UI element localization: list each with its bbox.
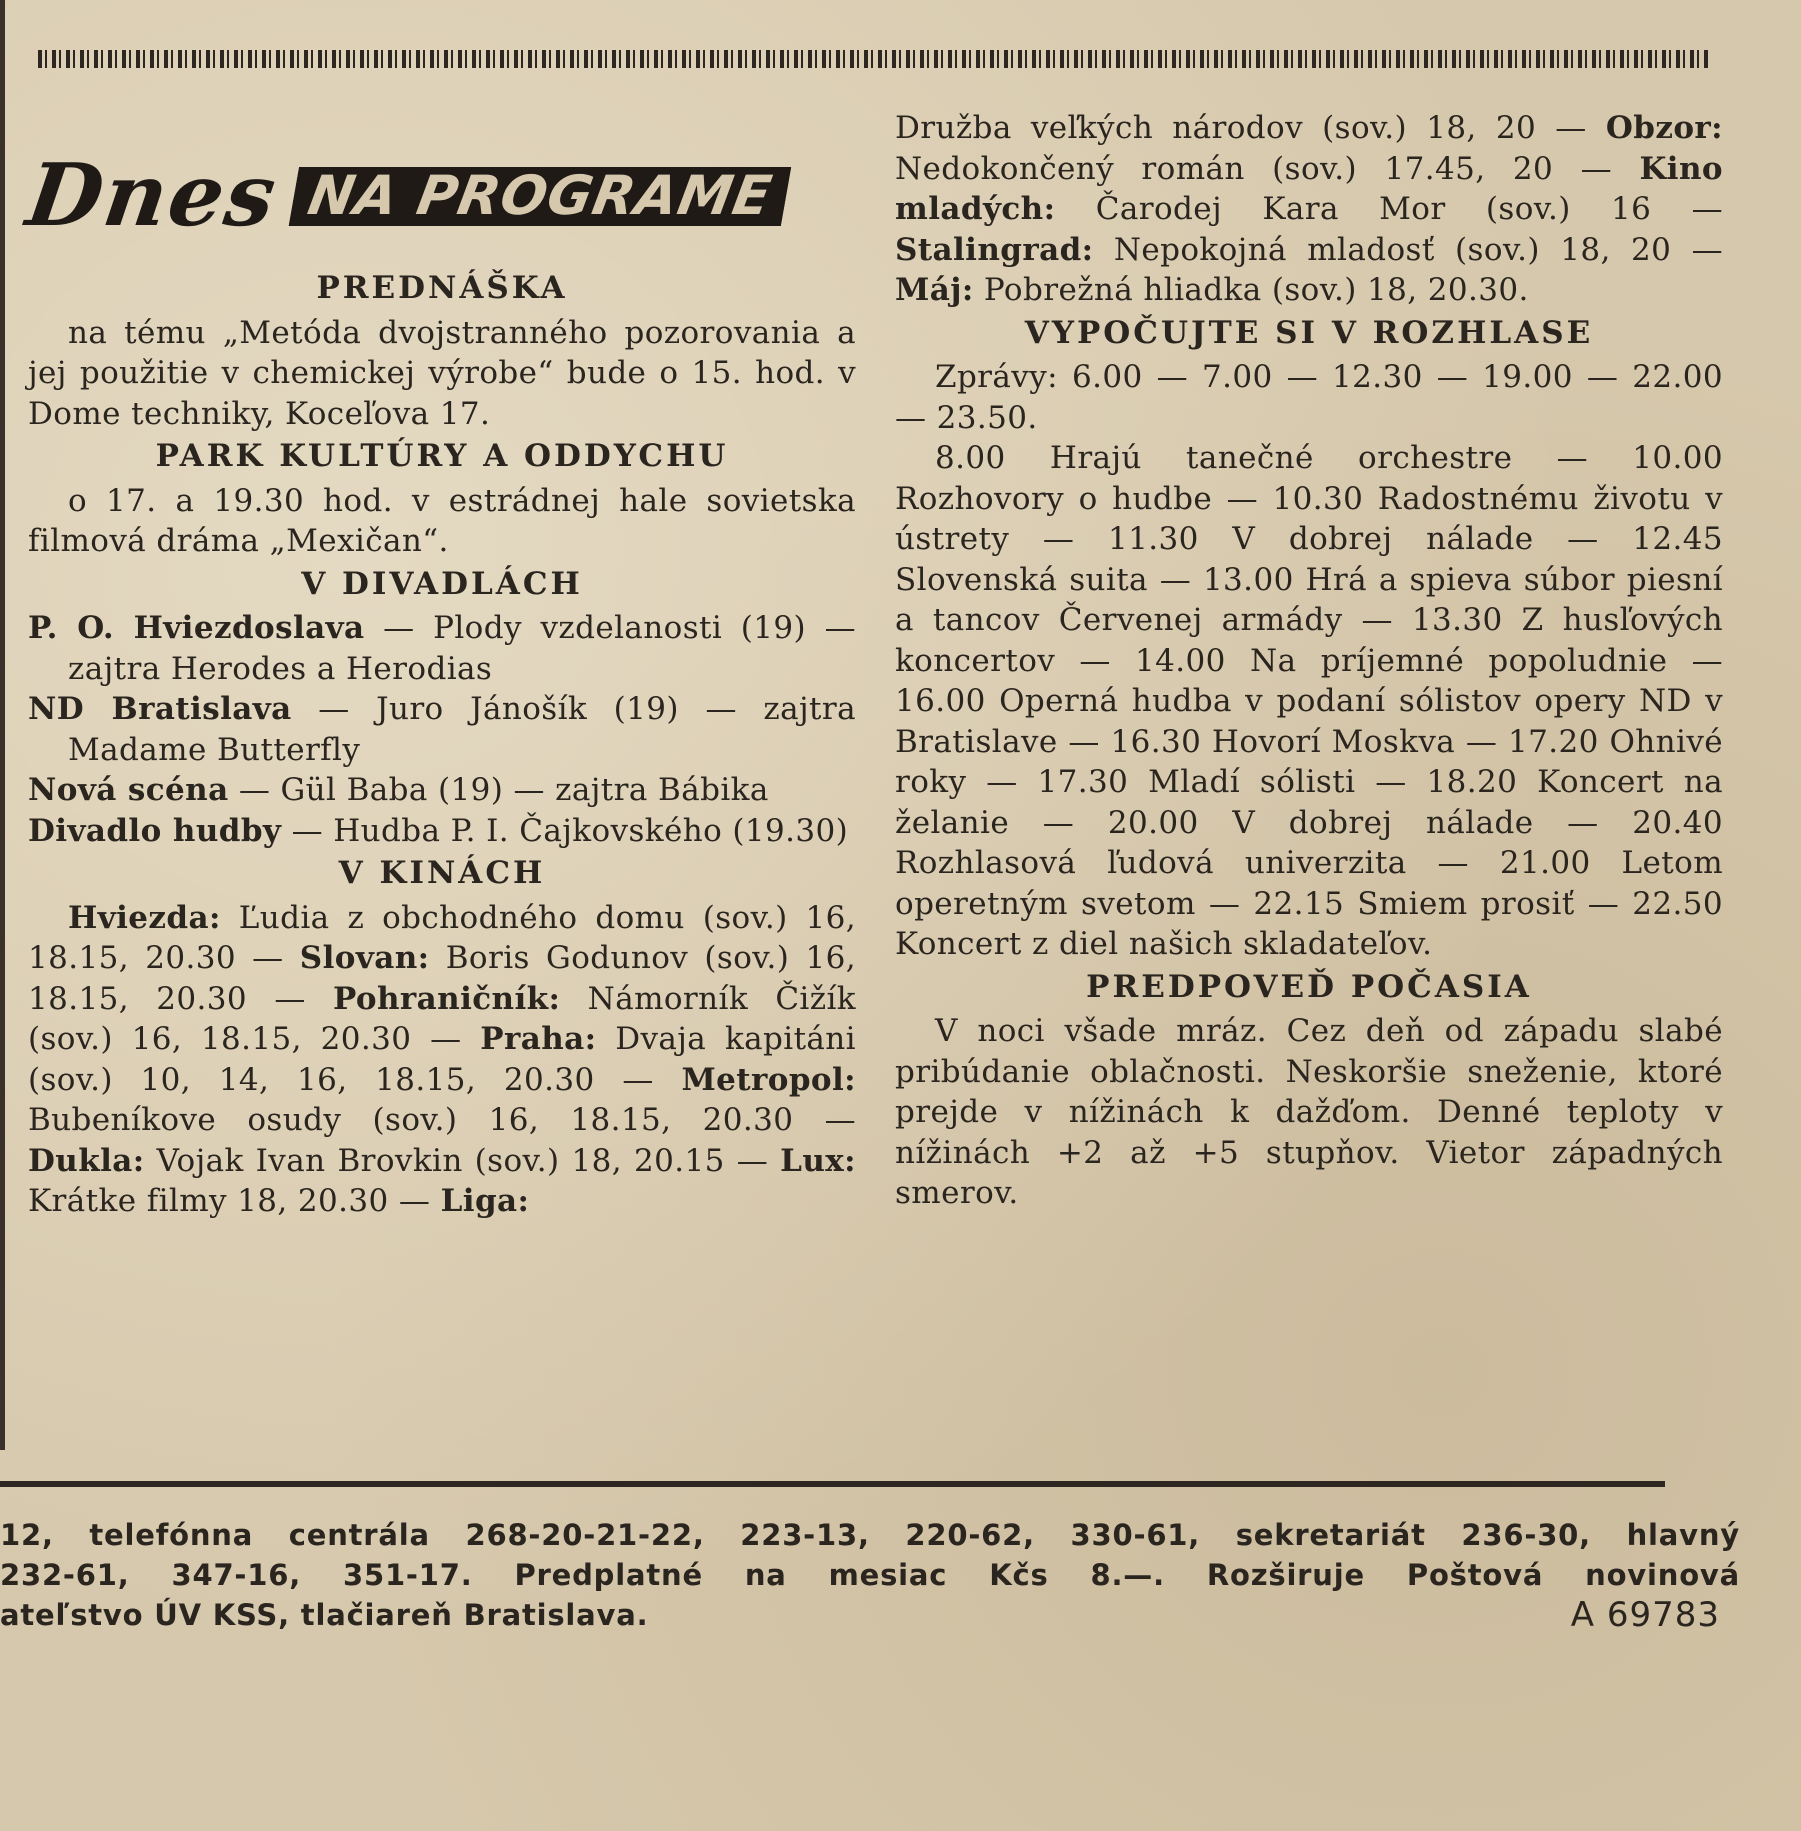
cinema-program: Pobrežná hliadka (sov.) 18, 20.30. [973, 272, 1529, 308]
cinema-program: Krátke filmy 18, 20.30 — [28, 1183, 441, 1219]
park-text: o 17. a 19.30 hod. v estrádnej hale sovietska filmová dráma „Mexičan“. [28, 482, 856, 559]
imprint-line: 232-61, 347-16, 351-17. Predplatné na mesiac Kčs 8.—. Rozširuje Poštová novinová [0, 1558, 1740, 1592]
cinema-name: Slovan: [299, 940, 430, 976]
left-column [21, 108, 856, 1222]
left-column-rule [0, 0, 5, 1450]
cinemas-text-part2 [895, 108, 1723, 311]
theatre-name: ND Bratislava [28, 691, 292, 727]
right-column [895, 108, 1723, 1214]
cinema-name: Pohraničník: [333, 980, 561, 1017]
print-code: A 69783 [1570, 1595, 1720, 1635]
cinema-name: Praha: [480, 1021, 597, 1057]
top-decorative-rule [38, 50, 1710, 68]
theatre-entry [28, 811, 856, 852]
cinema-name: Kino mladých: [895, 150, 1723, 227]
cinema-program: Družba veľkých národov (sov.) 18, 20 — [895, 110, 1606, 146]
theatre-program: — Hudba P. I. Čajkovského (19.30) [281, 812, 849, 849]
masthead-script-title: Dnes [21, 144, 284, 246]
cinema-program: Nedokončený román (sov.) 17.45, 20 — [895, 150, 1640, 187]
radio-news: Zprávy: 6.00 — 7.00 — 12.30 — 19.00 — 22.00 — 23.50. [895, 359, 1723, 436]
cinema-name: Stalingrad: [895, 231, 1094, 268]
cinema-name: Lux: [780, 1142, 856, 1179]
theatre-entry [28, 770, 856, 811]
cinema-name: Dukla: [28, 1142, 145, 1179]
masthead-block-title: NA PROGRAME [289, 167, 791, 226]
cinemas-heading: V KINÁCH [338, 855, 546, 891]
cinema-program: Nepokojná mladosť (sov.) 18, 20 — [1093, 231, 1723, 268]
cinema-program: Námorník Čižík (sov.) 16, 18.15, 20.30 — [28, 980, 856, 1057]
theatre-name: Nová scéna [28, 772, 229, 808]
theatre-program: — Plody vzdelanosti (19) — zajtra Herodes a Herodias [68, 610, 856, 687]
bottom-rule [0, 1481, 1665, 1487]
radio-program: 8.00 Hrajú tanečné orchestre — 10.00 Rozhovory o hudbe — 10.30 Radostnému životu v ústrety — 11.30 V dobrej nálade — 12.45 Slovenská suita — 13.00 Hrá a spieva súbor piesní a tancov Červenej armády — 13.30 Z husľových koncertov — 14.00 Na príjemné popoludnie — 16.00 Operná hudba v podaní sólistov opery ND v Bratislave — 16.30 Hovorí Moskva — 17.20 Ohnivé roky — 17.30 Mladí sólisti — 18.20 Koncert na želanie — 20.00 V dobrej nálade — 20.40 Rozhlasová ľudová univerzita — 21.00 Letom operetným svetom — 22.15 Smiem prosiť — 22.50 Koncert z diel našich skladateľov. [895, 440, 1723, 962]
cinema-name: Liga: [440, 1183, 530, 1219]
cinema-name: Máj: [895, 272, 974, 308]
cinema-program: Bubeníkove osudy (sov.) 16, 18.15, 20.30 — [28, 1102, 856, 1138]
theatre-name: Divadlo hudby [28, 812, 282, 849]
theatre-entry [28, 689, 856, 770]
theatre-program: — Gül Baba (19) — zajtra Bábika [228, 772, 769, 808]
imprint-footer [0, 1515, 1740, 1635]
cinema-program: Vojak Ivan Brovkin (sov.) 18, 20.15 — [144, 1142, 781, 1179]
cinema-program: Čarodej Kara Mor (sov.) 16 — [1055, 191, 1723, 227]
cinema-name: Obzor: [1605, 110, 1723, 146]
lecture-heading: PREDNÁŠKA [316, 270, 568, 306]
imprint-line: 12, telefónna centrála 268-20-21-22, 223-13, 220-62, 330-61, sekretariát 236-30, hlavný [0, 1518, 1740, 1552]
cinema-name: Metropol: [681, 1061, 856, 1098]
masthead [21, 130, 856, 262]
cinemas-text-part1 [28, 898, 856, 1222]
imprint-last-line [0, 1595, 1740, 1635]
cinema-program: Boris Godunov (sov.) 16, 18.15, 20.30 — [28, 940, 856, 1017]
park-heading: PARK KULTÚRY A ODDYCHU [155, 438, 729, 474]
theatres-heading: V DIVADLÁCH [301, 565, 583, 602]
imprint-line: ateľstvo ÚV KSS, tlačiareň Bratislava. [0, 1598, 649, 1632]
weather-heading: PREDPOVEĎ POČASIA [1086, 968, 1532, 1005]
cinema-name: Hviezda: [68, 899, 221, 936]
weather-text: V noci všade mráz. Cez deň od západu slabé pribúdanie oblačnosti. Neskoršie sneženie, ktoré prejde v nížinách k dažďom. Denné teploty v nížinách +2 až +5 stupňov. Vietor západných smerov. [895, 1013, 1723, 1211]
theatre-program: — Juro Jánošík (19) — zajtra Madame Butterfly [68, 691, 856, 768]
cinema-program: Dvaja kapitáni (sov.) 10, 14, 16, 18.15, 20.30 — [28, 1021, 856, 1098]
lecture-text: na tému „Metóda dvojstranného pozorovania a jej použitie v chemickej výrobe“ bude o 15. hod. v Dome techniky, Koceľova 17. [28, 314, 856, 432]
theatre-entry [28, 608, 856, 689]
radio-heading: VYPOČUJTE SI V ROZHLASE [1024, 314, 1594, 351]
theatre-name: P. O. Hviezdoslava [28, 610, 365, 646]
cinema-program: Ľudia z obchodného domu (sov.) 16, 18.15, 20.30 — [28, 899, 856, 976]
